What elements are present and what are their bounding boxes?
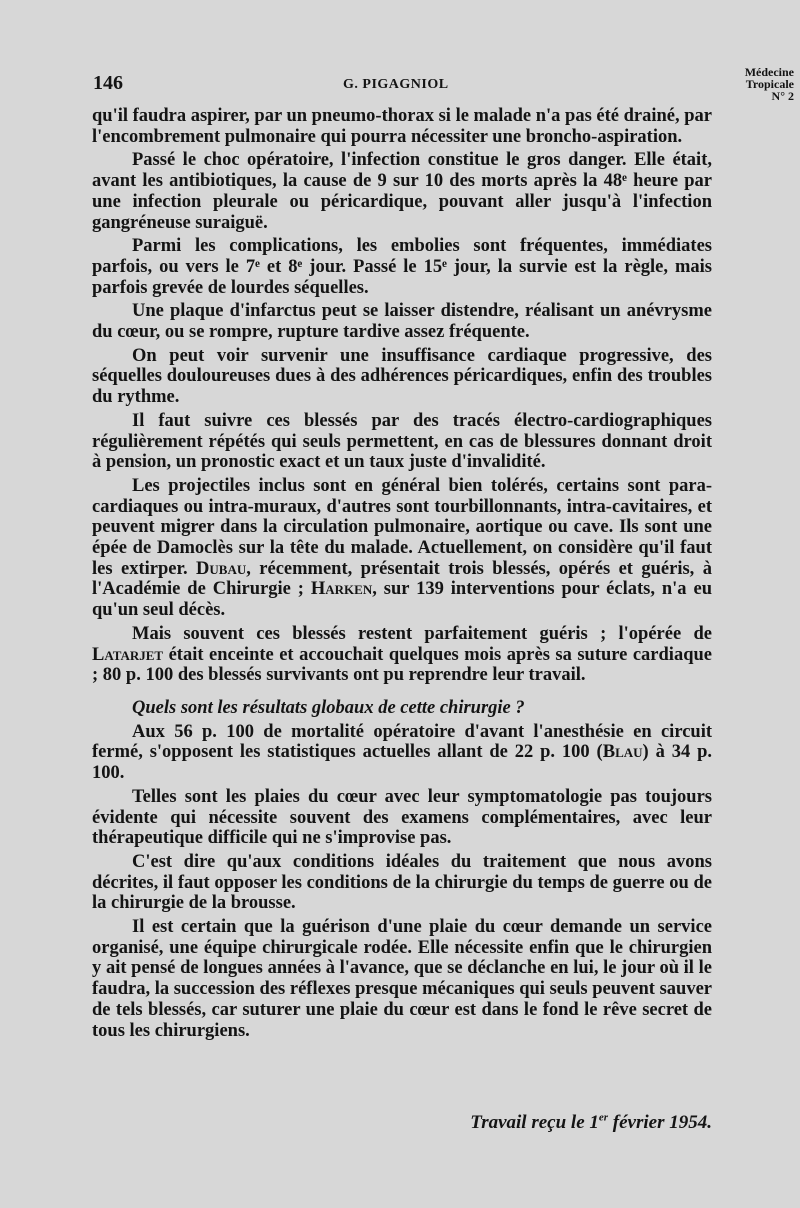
paragraph-text: , récemment, présentait trois blessés, opérés et guéris, à l'Académie de Chirurgie ; (92, 558, 712, 600)
journal-name-line1: Médecine (744, 65, 794, 79)
paragraph: Il faut suivre ces blessés par des tracés électro-cardiographiques régulièrement répétés qui seuls permettent, en cas de blessures donnant droit à pension, un pronostic exact et un taux juste d'invalidité. (92, 410, 712, 473)
author-name: Harken (310, 579, 373, 600)
paragraph: Passé le choc opératoire, l'infection constitue le gros danger. Elle était, avant les antibiotiques, la cause de 9 sur 10 des morts après la 48ᵉ heure par une infection pleurale ou péricardique, pouvant aller jusqu'à l'infection gangréneuse suraiguë. (92, 150, 712, 233)
paragraph: qu'il faudra aspirer, par un pneumo-thorax si le malade n'a pas été drainé, par l'encombrement pulmonaire qui pourra nécessiter une broncho-aspiration. (92, 106, 712, 147)
received-date (470, 1112, 712, 1134)
paragraph (92, 722, 712, 784)
journal-issue: N° 2 (771, 89, 794, 103)
received-prefix: Travail reçu le 1 (470, 1112, 599, 1133)
paragraph: C'est dire qu'aux conditions idéales du traitement que nous avons décrites, il faut opposer les conditions de la chirurgie du temps de guerre ou de la chirurgie de la brousse. (92, 851, 712, 914)
author-name: Dubau (196, 558, 247, 579)
running-head: G. PIGAGNIOL (343, 77, 449, 92)
section-question: Quels sont les résultats globaux de cette chirurgie ? (132, 697, 525, 718)
paragraph-text: Les projectiles inclus sont en général bien tolérés, certains sont para-cardiaques ou intra-muraux, d'autres sont tourbillonnants, intra-cavitaires, et peuvent migrer dans la circulation pulmonaire, aortique ou cave. Ils sont une épée de Damoclès sur la tête du malade. Actuellement, on considère qu'il faut les extirper. (92, 475, 712, 579)
page-number: 146 (93, 72, 123, 94)
paragraph-text: Aux 56 p. 100 de mortalité opératoire d'avant l'anesthésie en circuit fermé, s'opposent les statistiques actuelles allant de 22 p. 100 ( (92, 721, 712, 763)
paragraph-text: ) à 34 p. 100. (92, 742, 712, 784)
paragraph-text: , sur 139 interventions pour éclats, n'a eu qu'un seul décès. (92, 579, 712, 621)
paragraph-text: était enceinte et accouchait quelques mois après sa suture cardiaque ; 80 p. 100 des blessés survivants ont pu reprendre leur travail. (92, 644, 712, 686)
paragraph-text: Mais souvent ces blessés restent parfaitement guéris ; l'opérée de (132, 623, 712, 644)
paragraph: Une plaque d'infarctus peut se laisser distendre, réalisant un anévrysme du cœur, ou se rompre, rupture tardive assez fréquente. (92, 301, 712, 343)
author-name: Blau (602, 742, 643, 763)
author-name: Latarjet (92, 644, 164, 665)
journal-name-line2: Tropicale (745, 77, 794, 91)
paragraph (92, 476, 712, 621)
paragraph: Telles sont les plaies du cœur avec leur symptomatologie pas toujours évidente qui nécessite souvent des examens complémentaires, avec leur thérapeutique difficile qui ne s'improvise pas. (92, 786, 712, 849)
paragraph (92, 624, 712, 686)
received-sup: er (598, 1111, 609, 1124)
paragraph: On peut voir survenir une insuffisance cardiaque progressive, des séquelles douloureuses dues à des adhérences péricardiques, enfin des troubles du rythme. (92, 345, 712, 408)
paragraph: Parmi les complications, les embolies sont fréquentes, immédiates parfois, ou vers le 7ᵉ et 8ᵉ jour. Passé le 15ᵉ jour, la survie est la règle, mais parfois grevée de lourdes séquelles. (92, 236, 712, 298)
paragraph: Il est certain que la guérison d'une plaie du cœur demande un service organisé, une équipe chirurgicale rodée. Elle nécessite enfin que le chirurgien y ait pensé de longues années à l'avance, que se déclanche en lui, le jour où il le faudra, la succession des réflexes presque mécaniques qui seuls peuvent sauver de tels blessés, car suturer une plaie du cœur est dans le fond le rêve secret de tous les chirurgiens. (92, 917, 712, 1041)
received-suffix: février 1954. (608, 1112, 712, 1133)
body-text (92, 106, 712, 1041)
journal-tag (745, 66, 794, 102)
